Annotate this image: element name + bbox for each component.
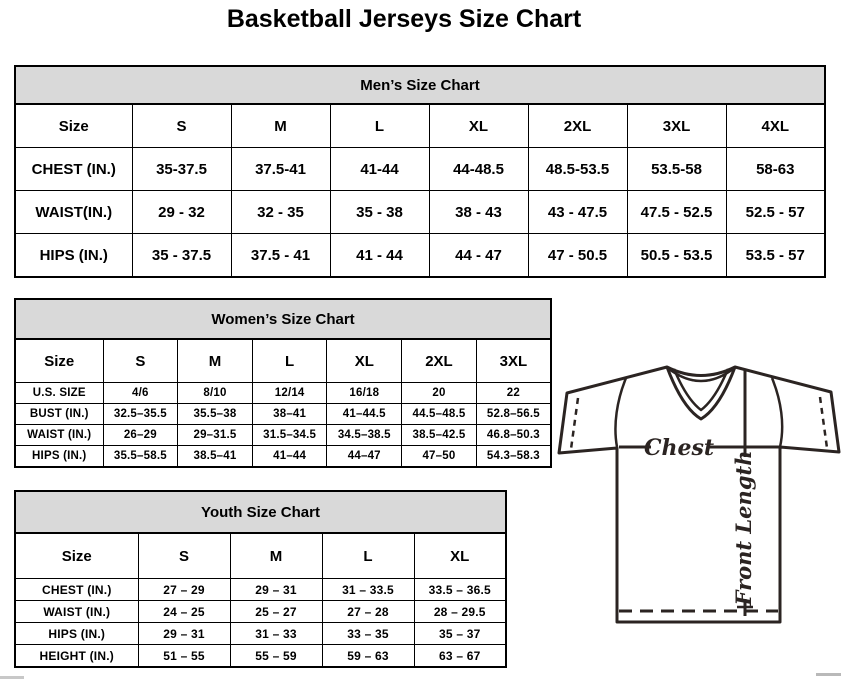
size-value: 16/18 [327, 383, 402, 404]
size-value: 34.5–38.5 [327, 425, 402, 446]
womens-row [15, 425, 551, 446]
size-value: 27 – 28 [322, 601, 414, 623]
size-value: 35 - 37.5 [132, 234, 231, 278]
mens-column-header: 2XL [528, 104, 627, 148]
size-value: 28 – 29.5 [414, 601, 506, 623]
row-label: WAIST (IN.) [15, 601, 138, 623]
size-value: 53.5 - 57 [726, 234, 825, 278]
size-value: 41–44.5 [327, 404, 402, 425]
size-value: 59 – 63 [322, 645, 414, 668]
size-value: 31.5–34.5 [252, 425, 327, 446]
size-value: 29 - 32 [132, 191, 231, 234]
size-value: 48.5-53.5 [528, 148, 627, 191]
size-value: 31 – 33.5 [322, 579, 414, 601]
size-value: 29–31.5 [178, 425, 253, 446]
size-value: 53.5-58 [627, 148, 726, 191]
size-value: 20 [402, 383, 477, 404]
size-value: 33.5 – 36.5 [414, 579, 506, 601]
size-value: 55 – 59 [230, 645, 322, 668]
size-value: 35-37.5 [132, 148, 231, 191]
mens-row [15, 148, 825, 191]
size-value: 47 - 50.5 [528, 234, 627, 278]
size-value: 52.5 - 57 [726, 191, 825, 234]
page-title: Basketball Jerseys Size Chart [226, 5, 582, 33]
mens-column-header: M [231, 104, 330, 148]
womens-size-chart-table [14, 298, 552, 468]
mens-column-header: 4XL [726, 104, 825, 148]
womens-column-header: 3XL [476, 339, 551, 383]
youth-row [15, 645, 506, 668]
chest-label: Chest [643, 435, 715, 461]
size-value: 38 - 43 [429, 191, 528, 234]
size-value: 63 – 67 [414, 645, 506, 668]
size-value: 44-48.5 [429, 148, 528, 191]
size-value: 52.8–56.5 [476, 404, 551, 425]
youth-size-chart-table [14, 490, 507, 668]
size-value: 31 – 33 [230, 623, 322, 645]
size-value: 12/14 [252, 383, 327, 404]
row-label: HIPS (IN.) [15, 446, 103, 468]
row-label: U.S. SIZE [15, 383, 103, 404]
womens-column-header: XL [327, 339, 402, 383]
row-label: WAIST(IN.) [15, 191, 132, 234]
youth-row [15, 579, 506, 601]
mens-column-header: L [330, 104, 429, 148]
size-value: 29 – 31 [138, 623, 230, 645]
size-value: 22 [476, 383, 551, 404]
size-value: 54.3–58.3 [476, 446, 551, 468]
youth-column-header: L [322, 533, 414, 579]
size-value: 25 – 27 [230, 601, 322, 623]
size-value: 33 – 35 [322, 623, 414, 645]
size-value: 51 – 55 [138, 645, 230, 668]
size-value: 27 – 29 [138, 579, 230, 601]
row-label: HEIGHT (IN.) [15, 645, 138, 668]
size-value: 8/10 [178, 383, 253, 404]
mens-column-header: S [132, 104, 231, 148]
size-value: 44–47 [327, 446, 402, 468]
youth-row [15, 601, 506, 623]
size-value: 35.5–38 [178, 404, 253, 425]
size-value: 47.5 - 52.5 [627, 191, 726, 234]
size-value: 26–29 [103, 425, 178, 446]
row-label: CHEST (IN.) [15, 148, 132, 191]
size-value: 37.5 - 41 [231, 234, 330, 278]
youth-column-header: Size [15, 533, 138, 579]
size-value: 41–44 [252, 446, 327, 468]
mens-row [15, 191, 825, 234]
size-value: 32.5–35.5 [103, 404, 178, 425]
size-value: 43 - 47.5 [528, 191, 627, 234]
size-value: 35 – 37 [414, 623, 506, 645]
womens-column-header: L [252, 339, 327, 383]
row-label: WAIST (IN.) [15, 425, 103, 446]
mens-row [15, 234, 825, 278]
mens-column-header: 3XL [627, 104, 726, 148]
size-value: 41-44 [330, 148, 429, 191]
youth-row [15, 623, 506, 645]
row-label: CHEST (IN.) [15, 579, 138, 601]
womens-row [15, 383, 551, 404]
size-value: 46.8–50.3 [476, 425, 551, 446]
size-value: 47–50 [402, 446, 477, 468]
size-value: 38.5–41 [178, 446, 253, 468]
size-value: 24 – 25 [138, 601, 230, 623]
size-value: 4/6 [103, 383, 178, 404]
size-value: 38.5–42.5 [402, 425, 477, 446]
womens-column-header: M [178, 339, 253, 383]
size-value: 44 - 47 [429, 234, 528, 278]
size-value: 41 - 44 [330, 234, 429, 278]
youth-column-header: S [138, 533, 230, 579]
mens-column-header: Size [15, 104, 132, 148]
mens-chart-title: Men’s Size Chart [15, 66, 825, 104]
size-value: 37.5-41 [231, 148, 330, 191]
jersey-measurement-diagram [555, 355, 843, 645]
size-value: 38–41 [252, 404, 327, 425]
row-label: BUST (IN.) [15, 404, 103, 425]
youth-column-header: XL [414, 533, 506, 579]
size-value: 58-63 [726, 148, 825, 191]
row-label: HIPS (IN.) [15, 623, 138, 645]
scrollbar-fragment-right [816, 673, 841, 676]
size-value: 35.5–58.5 [103, 446, 178, 468]
front-length-label: Front Length [731, 450, 756, 606]
mens-size-chart-table [14, 65, 826, 278]
youth-column-header: M [230, 533, 322, 579]
womens-chart-title: Women’s Size Chart [15, 299, 551, 339]
size-value: 50.5 - 53.5 [627, 234, 726, 278]
womens-column-header: S [103, 339, 178, 383]
jersey-outline [559, 367, 839, 622]
womens-column-header: 2XL [402, 339, 477, 383]
jersey-illustration [555, 355, 843, 645]
youth-chart-title: Youth Size Chart [15, 491, 506, 533]
size-value: 29 – 31 [230, 579, 322, 601]
row-label: HIPS (IN.) [15, 234, 132, 278]
size-value: 35 - 38 [330, 191, 429, 234]
size-value: 32 - 35 [231, 191, 330, 234]
womens-column-header: Size [15, 339, 103, 383]
mens-column-header: XL [429, 104, 528, 148]
womens-row [15, 446, 551, 468]
womens-row [15, 404, 551, 425]
size-value: 44.5–48.5 [402, 404, 477, 425]
